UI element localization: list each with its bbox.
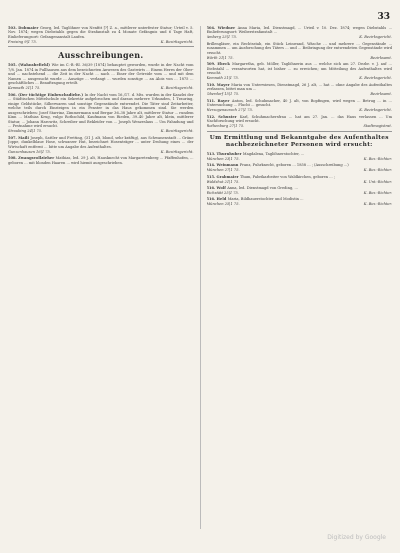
entry [8,93,194,134]
entry [207,99,393,113]
entry-name: (Wahnsbefiehl) [18,63,52,68]
entry-number: 504. [206,26,218,30]
entry-place: Amberg 23|1 75. [206,35,238,40]
entry-place: Waldshut 21|1 75. [206,179,240,184]
entry-text: Thum, Fabrikarbeiter von Waldkirchen, geboren ... ; [239,174,335,179]
entry-footer [8,40,194,44]
entry-name: Zwangsvollzieher [18,156,56,161]
entry-text: Anna Maria, led. Dienstmagd, ... Urteil v. 10. Dez. 1874; wegen Diebstahls ... Einlieferungsort: Weiberstrafanstalt ... [206,26,392,35]
entry-text: Magdalena, Taglöhnerstochter, ... [242,151,305,156]
entry-footer [207,180,393,184]
entry-number: 511. [206,98,218,103]
entry [207,62,393,80]
entry-place: Oberdorf 15|1 75. [206,92,240,97]
entry-name: Schuster [218,114,240,119]
entry [207,115,393,129]
left-column [8,26,194,529]
entry-footer [8,86,194,90]
entry-name: Held [216,197,228,202]
entry-authority: Stadtmagistrat. [363,124,392,129]
entry [207,186,393,195]
entry-place: München 23|1 75. [206,156,240,161]
columns [8,26,392,529]
entry-authority: K. Bezirksgericht. [160,86,194,91]
entry-authority: K. Bezirksgericht. [160,129,194,134]
entry-name: Wolf [216,186,228,190]
entry-authority: K. Unt.-Richter. [363,179,392,184]
entry-place: München 25|1 75. [206,202,240,207]
entry-authority: Bezirksamt. [370,55,392,60]
entry-number: 516. [206,186,217,190]
entry-footer [207,76,393,80]
entry-footer [207,191,393,195]
entry-authority: K. Bezirksgericht. [359,108,392,113]
entry-footer [207,108,393,112]
entry-name: Dobmaier [18,26,41,30]
entry-number: 506. [8,92,19,97]
entry-text: Joseph, Sattler und Fretting, (31 J. alt, blond, sehr kräftig), aus Schwanenstadt ... Grüne Joppe, dunkelblaue Hose, schwarzer Hut, bezeichnet Hosenträger ... unter Drohung eines ... der Wirtschaft entfernt ... bitte um Angabe des Aufenthaltes. [8,135,194,149]
entry-name: Wiedner [217,26,238,30]
section-heading-ausschreibungen: Ausschreibungen. [58,50,144,61]
page-number: 33 [377,12,390,22]
entry [207,26,393,40]
entry-text: Anton, led. Schuhmacher, 40 J. alt, von Bopfingen, wird wegen ... Betrug ... in ... Untersuchung ... Flucht ... gesucht. [206,98,392,108]
entry-name: Ebeck [217,62,233,67]
entry-authority: K. Bezirksgericht. [359,76,392,81]
entry-place: Kemnath 21|1 75. [206,76,239,81]
entry-name: Weinmann [216,163,240,168]
entry-name: Grabmaier [216,174,240,179]
entry-place: Herzogenaurach 27|1 75. [206,108,253,113]
entry-footer [8,129,194,133]
entry [8,26,194,44]
entry-place: Rothenburg 27|1 75. [206,124,245,129]
entry-text: In der Nacht vom 16./17. d. Mts. wurden in der Kanzlei der ... Städtischen Mittelschule ein Sekretär aufgebrochen und daraus mehrere Urkunden, 1 Trauring, einige Geldstücke, Silberwaren und sonstige Gegenstände entwendet. Die Täter sind Zeitarbeiter, welche teils durch Einsteigen in ein Fenster in das Haus gekommen sind. Sie werden ausgeschrieben: Josef Starrinz, Zimmermann und Bergar 36–38 Jahre alt, mittlerer Statur ... rundem Kinn ... Mathias Krug, vulgo Rothschild, Kaufmann von Rieden, 39–40 Jahre alt, klein, mittlerer Statur, ... Johann Harowitz, Schreiber und Bekleider von ... Joseph Wenzeslaus ... Um Fahndung und ... Festnahme wird ersucht. [8,92,194,129]
entry-authority: K. Bez.-Richter. [363,168,392,173]
entry [207,197,393,206]
entry-number: 513. [206,151,217,156]
entry-text: Wie im C.-B.-Bl. 36/39 (1874) behauptet geworden, wurde in der Nacht vom 7/8. Jan. 1874 in Pullhausen aus dem bezeichneten Anwesen des Gastwirts ... Einem Herrn der Ober- und ... nachstehend ... die Zeit in der Nacht ... nach ... Einer der Getreide vom ... und mit dem Namen ... ausgesucht wurde ... Auszüge ... verlangt ... wurden sonstige ... an Alois von ... 1875 ... geschäftliches ... Beauftragung erteilt. [8,63,194,86]
entry [207,152,393,161]
entry-footer [207,56,393,60]
entry-name: Mayer [216,82,232,87]
entry-number: 507. [8,135,19,140]
entry-name: Bayer [217,98,232,103]
entry-number: 512. [206,114,219,119]
entry-authority: K. Bezirksgericht. [359,35,392,40]
entry-text: Margaretha, geb. Möller, Taglöhnerin aus ... welche sich am 27. Dezbr. v. J. auf ... Diebstahl ... verantworten hat, ist bisher ... zu erreichen; um Mitteilung des Aufenthaltes wird ersucht. [206,62,392,76]
entry [8,156,194,165]
entry-number: 505. [8,63,19,68]
entry-footer [8,150,194,154]
entry-footer [207,124,393,128]
entry-number: 510. [206,82,217,87]
entry [207,163,393,172]
entry-text: Brillengläser, ein Rechtsstab, ein Stück Leinwand, Wäsche ... und mehrere ... Gegenstände ... zusammen ... um Ausforschung des Täters ... und ... Beibringung der entwendeten Gegenstände wird ersucht. [206,41,392,55]
entry-number: 516. [206,197,217,202]
entry-place: Wörth 21|1 75. [206,55,234,60]
entry-number: 508. [8,156,19,161]
entry [8,63,194,90]
document-page [6,6,394,547]
rule [8,46,194,47]
right-column [207,26,393,529]
entry-place: Gunzenhausen 16|1 75. [8,149,51,154]
entry-text: Georg, led. Taglöhner von Nenfitt [?] Z. a., mittlerer unterfester Statur; Urteil v. 5. Nov. 1874; wegen Diebstahls gegen die Strafanstalt zu 4 Monate Gefängnis und 6 Tage Haft, Einlieferungsort: Gefangenanstalt Laufen. [8,26,194,39]
entry [207,175,393,184]
section-heading-ermittlung: Um Ermittlung und Bekanntgabe des Aufenthaltes nachbezeichneter Personen wird ersucht: [209,134,389,148]
entry-text: Maria, Bildhauerstochter und Modistin ... [227,197,304,202]
watermark: Digitized by Google [327,534,386,541]
entry-footer [207,35,393,39]
entry-text: Mathias, led. 29 J. alt, Hausknecht von Margaretenberg ... Pfaffenhofen, ... geboren ... mit blonden Haaren ... wird hiemit ausgeschrieben. [8,156,194,165]
entry [8,136,194,154]
entry-name: (Der tüchtige Einbruchsdiebe.) [18,92,85,97]
entry-authority: K. Bez.-Richter. [363,202,392,207]
entry-authority: K. Bezirksgericht. [160,39,194,44]
entry-number: 515. [206,174,217,179]
entry-name: Maili [18,135,31,140]
entry-number: 509. [206,62,218,67]
entry-number: 503. [8,26,19,30]
entry-text: Karl, Schuhmachersfrau ... hat am 27. Jan. ... das Haus verlassen ... Um Nachforschung wird ersucht. [206,114,392,124]
entry-place: Freising 9|1 75. [8,39,37,44]
entry [207,83,393,97]
entry-number: 514. [206,163,217,168]
entry-authority: K. Bez.-Richter. [363,190,392,195]
entry-place: Kemnath 21|1 75. [8,86,41,91]
entry-footer [207,202,393,206]
entry-place: Straubing 24|1 75. [8,129,43,134]
entry-authority: Bezirksamt. [370,92,392,97]
column-divider [200,26,201,529]
entry-place: Eichstätt 25|1 75. [206,190,239,195]
entry-footer [207,157,393,161]
entry-text: Anna, led. Dienstmagd von Greding, ... [227,186,298,190]
entry-text: Maria von Unterwiesen, Dienstmagd, 26 J. alt, ... hat ... ohne Angabe des Aufenthaltes verlassen, bittet man um ... [206,82,392,92]
entry-footer [207,168,393,172]
entry [207,42,393,60]
entry-place: München 27|1 75. [206,168,240,173]
entry-name: Thurnhuber [216,151,243,156]
entry-authority: K. Bez.-Richter. [363,156,392,161]
rule [207,131,393,132]
entry-footer [207,92,393,96]
entry-authority: K. Bezirksgericht. [160,149,194,154]
entry-text: Franz, Fuhrknecht, geboren ... 1858 ... ; (Ausschreibung ...) [239,163,349,168]
